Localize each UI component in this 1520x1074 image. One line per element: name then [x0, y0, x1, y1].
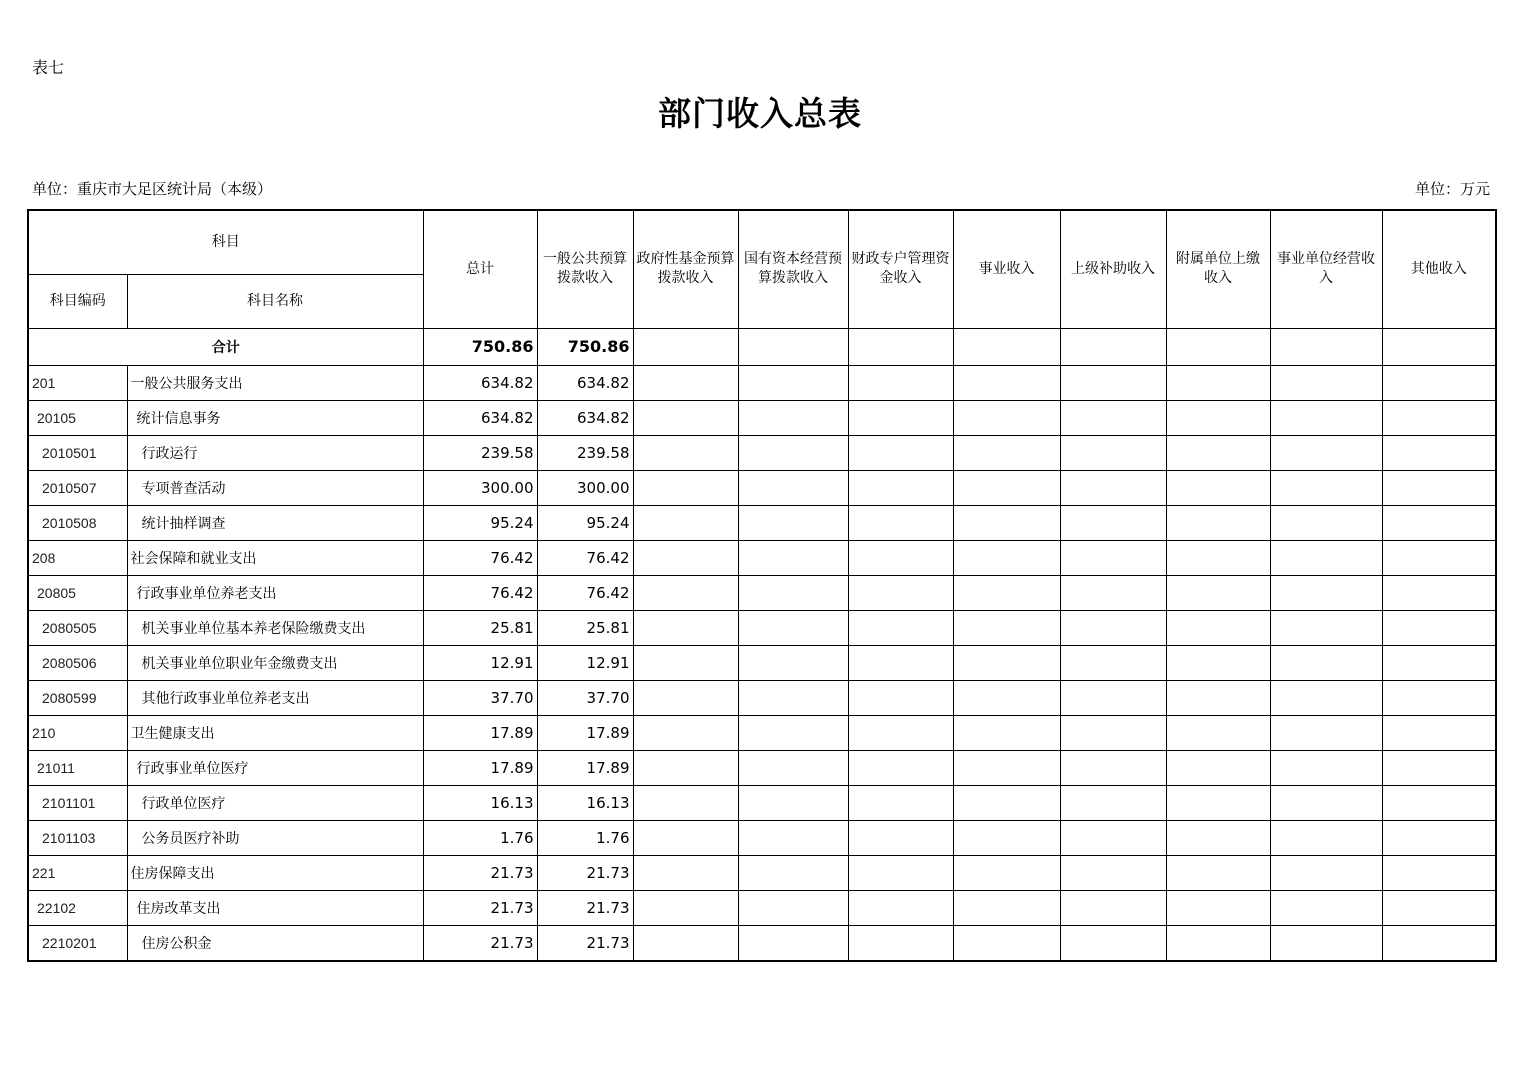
empty-cell [1270, 645, 1382, 680]
row-total: 239.58 [423, 435, 537, 470]
empty-cell [1166, 785, 1270, 820]
empty-cell [738, 540, 848, 575]
empty-cell [1270, 505, 1382, 540]
row-general-budget: 239.58 [537, 435, 633, 470]
row-code: 2080505 [28, 610, 127, 645]
row-total: 25.81 [423, 610, 537, 645]
row-total: 17.89 [423, 715, 537, 750]
empty-cell [633, 610, 738, 645]
table-row [28, 890, 1496, 925]
empty-cell [1166, 365, 1270, 400]
row-general-budget: 76.42 [537, 540, 633, 575]
empty-cell [953, 680, 1060, 715]
header-affiliated: 附属单位上缴收入 [1166, 210, 1270, 328]
header-superior-subsidy: 上级补助收入 [1060, 210, 1166, 328]
table-row [28, 925, 1496, 961]
empty-cell [953, 328, 1060, 365]
empty-cell [848, 470, 953, 505]
row-code: 2080599 [28, 680, 127, 715]
row-general-budget: 634.82 [537, 400, 633, 435]
row-code: 2101101 [28, 785, 127, 820]
row-general-budget: 17.89 [537, 715, 633, 750]
empty-cell [1166, 890, 1270, 925]
header-operation: 事业单位经营收入 [1270, 210, 1382, 328]
table-row [28, 750, 1496, 785]
empty-cell [1270, 855, 1382, 890]
header-other: 其他收入 [1382, 210, 1496, 328]
empty-cell [1166, 925, 1270, 961]
empty-cell [1270, 540, 1382, 575]
header-name: 科目名称 [127, 274, 423, 328]
row-name: 统计抽样调查 [127, 505, 423, 540]
empty-cell [1166, 750, 1270, 785]
empty-cell [848, 855, 953, 890]
empty-cell [953, 785, 1060, 820]
header-gov-fund: 政府性基金预算拨款收入 [633, 210, 738, 328]
empty-cell [738, 505, 848, 540]
row-total: 17.89 [423, 750, 537, 785]
empty-cell [1166, 400, 1270, 435]
empty-cell [1382, 400, 1496, 435]
row-code: 2010501 [28, 435, 127, 470]
row-total: 76.42 [423, 575, 537, 610]
empty-cell [848, 785, 953, 820]
empty-cell [1060, 575, 1166, 610]
row-code: 20805 [28, 575, 127, 610]
empty-cell [738, 890, 848, 925]
table-row [28, 365, 1496, 400]
empty-cell [633, 680, 738, 715]
total-row [28, 328, 1496, 365]
table-row [28, 680, 1496, 715]
empty-cell [1270, 610, 1382, 645]
header-subject: 科目 [28, 210, 423, 274]
empty-cell [1270, 925, 1382, 961]
empty-cell [633, 435, 738, 470]
row-general-budget: 76.42 [537, 575, 633, 610]
empty-cell [633, 750, 738, 785]
row-code: 2010507 [28, 470, 127, 505]
row-name: 行政事业单位医疗 [127, 750, 423, 785]
empty-cell [1270, 400, 1382, 435]
empty-cell [1166, 680, 1270, 715]
row-general-budget: 25.81 [537, 610, 633, 645]
total-total: 750.86 [423, 328, 537, 365]
empty-cell [1382, 540, 1496, 575]
table-row [28, 645, 1496, 680]
empty-cell [1060, 820, 1166, 855]
row-general-budget: 300.00 [537, 470, 633, 505]
header-fiscal-special: 财政专户管理资金收入 [848, 210, 953, 328]
empty-cell [633, 925, 738, 961]
total-general-budget: 750.86 [537, 328, 633, 365]
empty-cell [633, 785, 738, 820]
empty-cell [1166, 575, 1270, 610]
empty-cell [1270, 715, 1382, 750]
empty-cell [738, 925, 848, 961]
table-row [28, 785, 1496, 820]
row-general-budget: 21.73 [537, 855, 633, 890]
empty-cell [1060, 505, 1166, 540]
empty-cell [738, 435, 848, 470]
empty-cell [1382, 855, 1496, 890]
empty-cell [848, 890, 953, 925]
row-name: 行政事业单位养老支出 [127, 575, 423, 610]
empty-cell [1270, 575, 1382, 610]
row-name: 机关事业单位职业年金缴费支出 [127, 645, 423, 680]
row-code: 208 [28, 540, 127, 575]
empty-cell [1060, 785, 1166, 820]
row-code: 201 [28, 365, 127, 400]
row-total: 12.91 [423, 645, 537, 680]
empty-cell [738, 680, 848, 715]
empty-cell [848, 540, 953, 575]
empty-cell [848, 820, 953, 855]
empty-cell [953, 575, 1060, 610]
empty-cell [1270, 680, 1382, 715]
empty-cell [848, 435, 953, 470]
empty-cell [738, 750, 848, 785]
empty-cell [1382, 680, 1496, 715]
empty-cell [1060, 435, 1166, 470]
empty-cell [848, 680, 953, 715]
row-name: 住房改革支出 [127, 890, 423, 925]
empty-cell [1060, 328, 1166, 365]
empty-cell [848, 505, 953, 540]
empty-cell [1382, 575, 1496, 610]
row-general-budget: 37.70 [537, 680, 633, 715]
row-general-budget: 95.24 [537, 505, 633, 540]
empty-cell [738, 610, 848, 645]
empty-cell [738, 820, 848, 855]
empty-cell [1382, 820, 1496, 855]
empty-cell [1382, 365, 1496, 400]
empty-cell [738, 715, 848, 750]
empty-cell [633, 715, 738, 750]
empty-cell [1060, 750, 1166, 785]
header-business: 事业收入 [953, 210, 1060, 328]
empty-cell [1166, 540, 1270, 575]
row-code: 210 [28, 715, 127, 750]
row-general-budget: 16.13 [537, 785, 633, 820]
empty-cell [1270, 750, 1382, 785]
empty-cell [1382, 925, 1496, 961]
empty-cell [1060, 645, 1166, 680]
empty-cell [1270, 328, 1382, 365]
row-general-budget: 12.91 [537, 645, 633, 680]
table-row [28, 400, 1496, 435]
row-total: 21.73 [423, 925, 537, 961]
row-total: 16.13 [423, 785, 537, 820]
table-number: 表七 [32, 58, 65, 77]
empty-cell [1166, 610, 1270, 645]
row-total: 21.73 [423, 855, 537, 890]
empty-cell [738, 855, 848, 890]
empty-cell [1270, 365, 1382, 400]
header-state-capital: 国有资本经营预算拨款收入 [738, 210, 848, 328]
row-name: 统计信息事务 [127, 400, 423, 435]
table-row [28, 575, 1496, 610]
empty-cell [1270, 785, 1382, 820]
row-total: 76.42 [423, 540, 537, 575]
row-name: 一般公共服务支出 [127, 365, 423, 400]
row-total: 21.73 [423, 890, 537, 925]
total-label: 合计 [28, 328, 423, 365]
row-name: 机关事业单位基本养老保险缴费支出 [127, 610, 423, 645]
empty-cell [1270, 890, 1382, 925]
empty-cell [1060, 715, 1166, 750]
table-row [28, 470, 1496, 505]
empty-cell [953, 715, 1060, 750]
empty-cell [1382, 750, 1496, 785]
row-code: 221 [28, 855, 127, 890]
table-row [28, 610, 1496, 645]
empty-cell [738, 785, 848, 820]
empty-cell [953, 470, 1060, 505]
empty-cell [1382, 505, 1496, 540]
row-name: 社会保障和就业支出 [127, 540, 423, 575]
empty-cell [1166, 820, 1270, 855]
row-code: 2210201 [28, 925, 127, 961]
row-general-budget: 1.76 [537, 820, 633, 855]
empty-cell [1270, 435, 1382, 470]
empty-cell [738, 575, 848, 610]
empty-cell [848, 575, 953, 610]
empty-cell [633, 645, 738, 680]
empty-cell [633, 540, 738, 575]
empty-cell [738, 400, 848, 435]
page-title: 部门收入总表 [658, 94, 862, 133]
row-total: 634.82 [423, 365, 537, 400]
table-row [28, 715, 1496, 750]
empty-cell [633, 400, 738, 435]
empty-cell [1060, 680, 1166, 715]
empty-cell [1166, 855, 1270, 890]
empty-cell [1382, 470, 1496, 505]
empty-cell [1166, 645, 1270, 680]
empty-cell [633, 505, 738, 540]
table-row [28, 855, 1496, 890]
empty-cell [633, 855, 738, 890]
empty-cell [1270, 470, 1382, 505]
empty-cell [953, 365, 1060, 400]
empty-cell [1166, 470, 1270, 505]
empty-cell [953, 925, 1060, 961]
empty-cell [848, 400, 953, 435]
empty-cell [848, 715, 953, 750]
row-name: 其他行政事业单位养老支出 [127, 680, 423, 715]
empty-cell [1060, 925, 1166, 961]
table-row [28, 540, 1496, 575]
empty-cell [633, 365, 738, 400]
row-code: 2101103 [28, 820, 127, 855]
row-code: 2080506 [28, 645, 127, 680]
row-name: 住房保障支出 [127, 855, 423, 890]
empty-cell [1166, 328, 1270, 365]
empty-cell [738, 365, 848, 400]
empty-cell [953, 540, 1060, 575]
empty-cell [1060, 855, 1166, 890]
row-code: 2010508 [28, 505, 127, 540]
empty-cell [1166, 715, 1270, 750]
empty-cell [633, 890, 738, 925]
empty-cell [1382, 715, 1496, 750]
header-total: 总计 [423, 210, 537, 328]
row-total: 95.24 [423, 505, 537, 540]
row-total: 1.76 [423, 820, 537, 855]
empty-cell [953, 645, 1060, 680]
row-code: 21011 [28, 750, 127, 785]
empty-cell [1166, 435, 1270, 470]
empty-cell [633, 470, 738, 505]
empty-cell [1382, 785, 1496, 820]
row-general-budget: 21.73 [537, 890, 633, 925]
empty-cell [1382, 610, 1496, 645]
empty-cell [953, 435, 1060, 470]
table-row [28, 820, 1496, 855]
row-name: 行政单位医疗 [127, 785, 423, 820]
empty-cell [1060, 365, 1166, 400]
row-code: 20105 [28, 400, 127, 435]
empty-cell [738, 328, 848, 365]
empty-cell [848, 328, 953, 365]
unit-department: 单位：重庆市大足区统计局（本级） [32, 180, 273, 198]
empty-cell [848, 365, 953, 400]
row-general-budget: 634.82 [537, 365, 633, 400]
empty-cell [1060, 890, 1166, 925]
row-total: 300.00 [423, 470, 537, 505]
row-total: 37.70 [423, 680, 537, 715]
unit-currency: 单位：万元 [1414, 180, 1490, 198]
empty-cell [1060, 610, 1166, 645]
row-name: 住房公积金 [127, 925, 423, 961]
row-total: 634.82 [423, 400, 537, 435]
empty-cell [738, 470, 848, 505]
empty-cell [848, 750, 953, 785]
empty-cell [633, 575, 738, 610]
empty-cell [953, 505, 1060, 540]
row-name: 行政运行 [127, 435, 423, 470]
table-row [28, 505, 1496, 540]
empty-cell [848, 610, 953, 645]
empty-cell [1270, 820, 1382, 855]
row-name: 专项普查活动 [127, 470, 423, 505]
empty-cell [1060, 470, 1166, 505]
empty-cell [738, 645, 848, 680]
header-general-budget: 一般公共预算拨款收入 [537, 210, 633, 328]
empty-cell [633, 328, 738, 365]
row-code: 22102 [28, 890, 127, 925]
row-name: 公务员医疗补助 [127, 820, 423, 855]
empty-cell [1060, 400, 1166, 435]
header-code: 科目编码 [28, 274, 127, 328]
empty-cell [953, 890, 1060, 925]
empty-cell [1382, 435, 1496, 470]
empty-cell [848, 925, 953, 961]
income-summary-table [27, 209, 1497, 962]
empty-cell [953, 855, 1060, 890]
row-name: 卫生健康支出 [127, 715, 423, 750]
empty-cell [1166, 505, 1270, 540]
table-row [28, 435, 1496, 470]
empty-cell [1060, 540, 1166, 575]
row-general-budget: 21.73 [537, 925, 633, 961]
row-general-budget: 17.89 [537, 750, 633, 785]
empty-cell [1382, 890, 1496, 925]
empty-cell [1382, 328, 1496, 365]
empty-cell [848, 645, 953, 680]
empty-cell [953, 400, 1060, 435]
empty-cell [1382, 645, 1496, 680]
empty-cell [633, 820, 738, 855]
empty-cell [953, 750, 1060, 785]
empty-cell [953, 820, 1060, 855]
empty-cell [953, 610, 1060, 645]
